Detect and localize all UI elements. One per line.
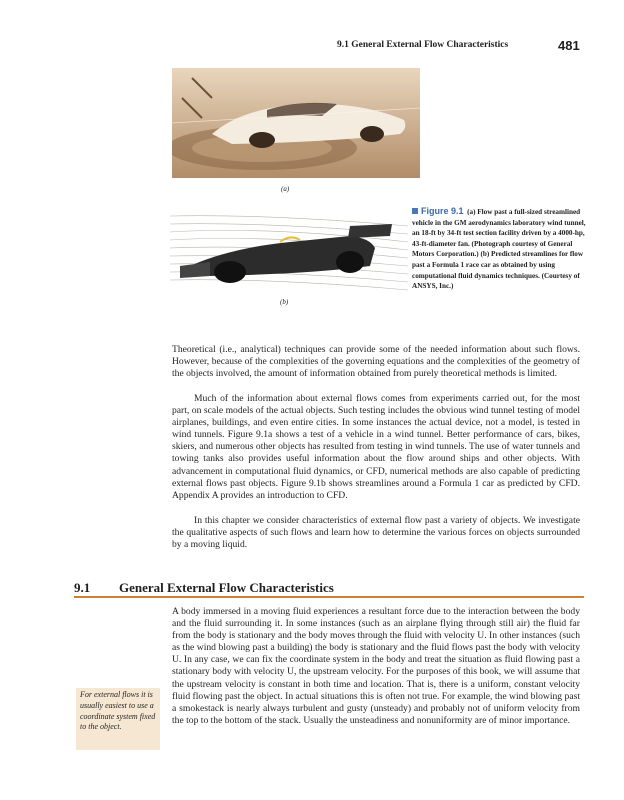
section-paragraph: A body immersed in a moving fluid experiences a resultant force due to the interaction between the body and the fluid surrounding it. In some instances (such as an airplane flying through still air) the fluid far from the body is stationary and the body moves through the fluid with velocity U. In other instances (such as the wind blowing past a building) the body is stationary and the fluid flows past the body with velocity U. In any case, we can fix the coordinate system in the body and treat the situation as fluid flowing past a stationary body with velocity U, the upstream velocity. For the purposes of this book, we will assume that the upstream velocity is constant in both time and location. That is, there is a uniform, constant velocity fluid flowing past the object. In actual situations this is often not true. For example, the wind blowing past a smokestack is nearly always turbulent and gusty (unsteady) and probably not of uniform velocity from the top to the bottom of the stack. Usually the unsteadiness and nonuniformity are of minor importance. (172, 606, 580, 726)
figure-label-a: (a) (281, 185, 290, 193)
caption-head: Figure 9.1 (421, 206, 464, 216)
paragraph-2: Much of the information about external flows comes from experiments carried out, for the most part, on scale models of the actual objects. Such testing includes the obvious wind tunnel testing of model airplanes, buildings, and even entire cities. In some instances the actual device, not a model, is tested in wind tunnels. Figure 9.1a shows a test of a vehicle in a wind tunnel. Better performance of cars, bikes, skiers, and numerous other objects has resulted from testing in wind tunnels. The use of water tunnels and towing tanks also provides useful information about the flow around ships and other objects. With advancement in computational fluid dynamics, or CFD, numerical methods are also capable of predicting external flows past objects. Figure 9.1b shows streamlines around a Formula 1 car as predicted by CFD. Appendix A provides an introduction to CFD. (172, 393, 580, 501)
caption-marker-icon (412, 208, 418, 214)
section-title: General External Flow Characteristics (119, 580, 334, 595)
paragraph-3: In this chapter we consider characteristics of external flow past a variety of objects. We investigate the qualitative aspects of such flows and learn how to determine the various forces on objects surrounded by a moving liquid. (172, 515, 580, 551)
page-number: 481 (558, 38, 580, 53)
margin-note: For external flows it is usually easiest to use a coordinate system fixed to the object. (76, 688, 160, 750)
figure-caption (412, 206, 588, 292)
figure-label-b: (b) (280, 298, 289, 306)
section-number: 9.1 (74, 580, 91, 595)
running-header-section: 9.1 General External Flow Characteristics (337, 40, 509, 50)
paragraph-1: Theoretical (i.e., analytical) techniques can provide some of the needed information about such flows. However, because of the complexities of the governing equations and the complexities of the geometry of the objects involved, the amount of information obtained from purely theoretical methods is limited. (172, 344, 580, 380)
figure-photo-a (172, 68, 420, 178)
section-rule (74, 596, 584, 598)
caption-body: (a) Flow past a full-sized streamlined vehicle in the GM aerodynamics laboratory wind tunnel, an 18-ft by 34-ft test section facility driven by a 4000-hp, 43-ft-diameter fan. (Photograph courtesy of General Motors Corporation.) (b) Predicted streamlines for flow past a Formula 1 race car as obtained by using computational fluid dynamics techniques. (Courtesy of ANSYS, Inc.) (412, 208, 586, 291)
figure-cfd-b (170, 196, 408, 294)
